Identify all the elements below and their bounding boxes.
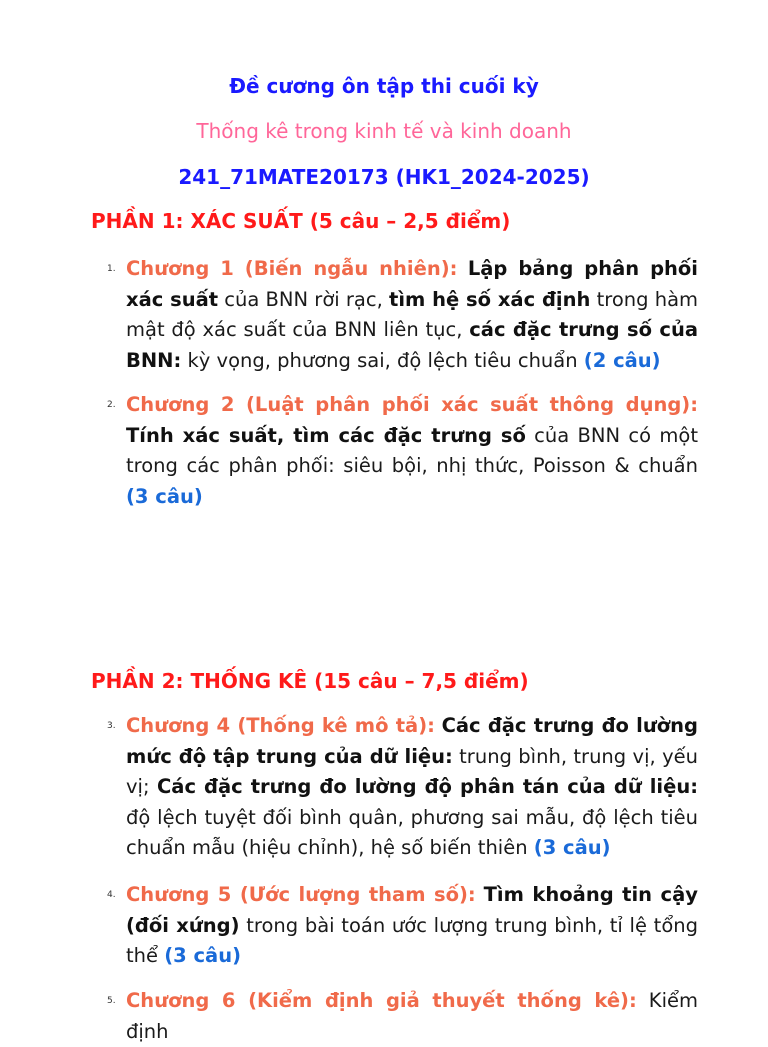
item-bold-text: Tính xác suất, tìm các đặc trưng số [126, 423, 526, 447]
question-count: (3 câu) [126, 484, 203, 508]
item-bold-text: tìm hệ số xác định [389, 287, 591, 311]
chapter-label: Chương 5 (Ước lượng tham số): [126, 883, 476, 906]
item-text: độ lệch tuyệt đối bình quân, phương sai mẫu, độ lệch tiêu chuẩn mẫu (hiệu chỉnh), hệ số biến thiên [126, 805, 698, 859]
question-count: (3 câu) [164, 944, 241, 967]
item-text: trung bình, trung vị, yếu vị; [126, 744, 698, 798]
item-bold-text: Các đặc trưng đo lường mức độ tập trung của dữ liệu: [126, 714, 698, 768]
question-count: (3 câu) [533, 836, 611, 859]
item-bold-text: Lập bảng phân phối xác suất [126, 257, 698, 311]
item-bold-text: Tìm khoảng tin cậy (đối xứng) [126, 883, 698, 937]
list-item [107, 254, 699, 376]
chapter-label: Chương 6 (Kiểm định giả thuyết thống kê): [126, 989, 637, 1012]
item-text [457, 257, 467, 280]
chapter-label: Chương 1 (Biến ngẫu nhiên): [126, 257, 458, 280]
chapter-label: Chương 2 (Luật phân phối xác suất thông dụng): [126, 393, 698, 416]
course-code: 241_71MATE20173 (HK1_2024-2025) [178, 165, 590, 189]
list-item [107, 390, 698, 512]
section-heading-part-1: PHẦN 1: XÁC SUẤT (5 câu – 2,5 điểm) [91, 209, 511, 233]
item-bold-text: các đặc trưng số của BNN: [126, 318, 698, 372]
list-number: 1. [107, 264, 116, 274]
section-heading-part-2: PHẦN 2: THỐNG KÊ (15 câu – 7,5 điểm) [91, 669, 529, 693]
list-item [107, 880, 698, 972]
item-text: của BNN rời rạc, [218, 287, 389, 311]
item-text: kỳ vọng, phương sai, độ lệch tiêu chuẩn [181, 348, 584, 372]
item-text [476, 883, 484, 906]
subject-title: Thống kê trong kinh tế và kinh doanh [196, 119, 572, 143]
list-number: 2. [107, 400, 116, 410]
item-text: trong bài toán ước lượng trung bình, tỉ lệ tổng thể [126, 913, 698, 967]
chapter-label: Chương 4 (Thống kê mô tả): [126, 714, 435, 737]
question-count: (2 câu) [583, 348, 661, 372]
document-title: Đề cương ôn tập thi cuối kỳ [229, 74, 539, 98]
list-number: 3. [107, 721, 116, 731]
item-text [435, 714, 442, 737]
list-item [107, 986, 698, 1047]
list-item [107, 711, 698, 864]
item-text: trong hàm mật độ xác suất của BNN liên tục, [126, 287, 699, 341]
item-text: Kiểm định [126, 989, 698, 1043]
list-number: 4. [107, 890, 116, 900]
list-number: 5. [107, 996, 116, 1006]
item-text: của BNN có một trong các phân phối: siêu bội, nhị thức, Poisson & chuẩn [126, 423, 698, 477]
item-bold-text: Các đặc trưng đo lường độ phân tán của dữ liệu: [156, 775, 698, 798]
